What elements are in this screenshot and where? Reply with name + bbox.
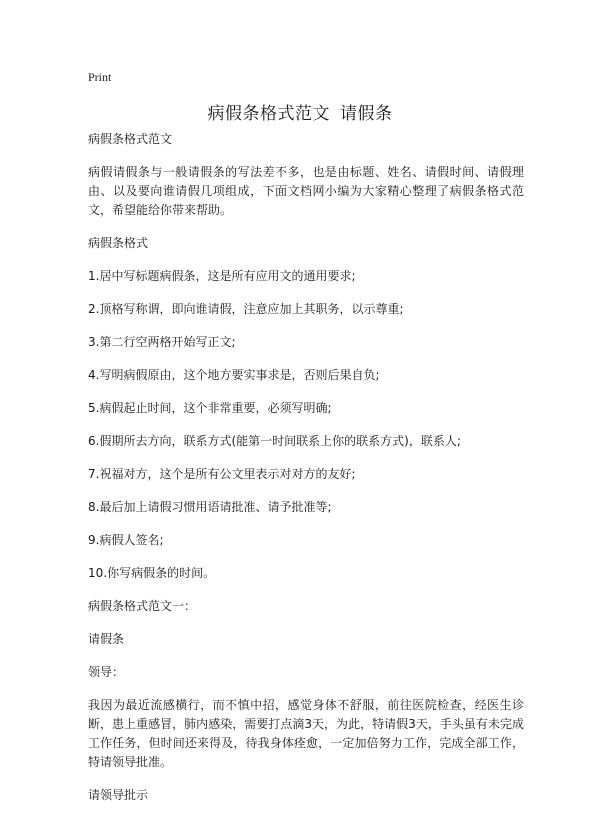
print-label: Print [88,70,112,84]
title-part-1: 病假条格式范文 [207,104,330,124]
format-list-item-8: 8.最后加上请假习惯用语请批准、请予批准等; [88,500,332,514]
format-list-item-1: 1.居中写标题病假条，这是所有应用文的通用要求; [88,269,356,283]
format-list-item-10: 10.你写病假条的时间。 [88,566,216,580]
format-list-item-7: 7.祝福对方，这个是所有公文里表示对对方的友好; [88,467,356,481]
document-body [88,130,524,819]
title-part-2: 请假条 [340,104,393,124]
format-list-item-3: 3.第二行空两格开始写正文; [88,335,236,349]
format-heading: 病假条格式 [88,236,149,250]
sample-heading: 病假条格式范文一： [88,599,197,613]
closing-line: 请领导批示 [88,788,149,802]
intro-paragraph: 病假请假条与一般请假条的写法差不多，也是由标题、姓名、请假时间、请假理由、以及要向谁请假几项组成，下面文档网小编为大家精心整理了病假条格式范文，希望能给你带来帮助。 [88,165,524,217]
format-list-item-2: 2.顶格写称谓，即向谁请假，注意应加上其职务，以示尊重; [88,302,404,316]
document-title [0,99,600,124]
format-list-item-9: 9.病假人签名; [88,533,164,547]
sample-title: 请假条 [88,632,125,646]
format-list-item-4: 4.写明病假原由，这个地方要实事求是，否则后果自负; [88,368,380,382]
format-list-item-6: 6.假期所去方向，联系方式(能第一时间联系上你的联系方式)，联系人; [88,434,461,448]
format-list-item-5: 5.病假起止时间，这个非常重要，必须写明确; [88,401,332,415]
subtitle-paragraph: 病假条格式范文 [88,132,173,146]
letter-body: 我因为最近流感横行，而不慎中招，感觉身体不舒服，前往医院检查，经医生诊断，患上重感冒，肺内感染，需要打点滴3天，为此，特请假3天，手头虽有未完成工作任务，但时间还来得及，待我身体痊愈，一定加倍努力工作，完成全部工作，特请领导批准。 [88,698,524,769]
salutation: 领导： [88,665,125,679]
